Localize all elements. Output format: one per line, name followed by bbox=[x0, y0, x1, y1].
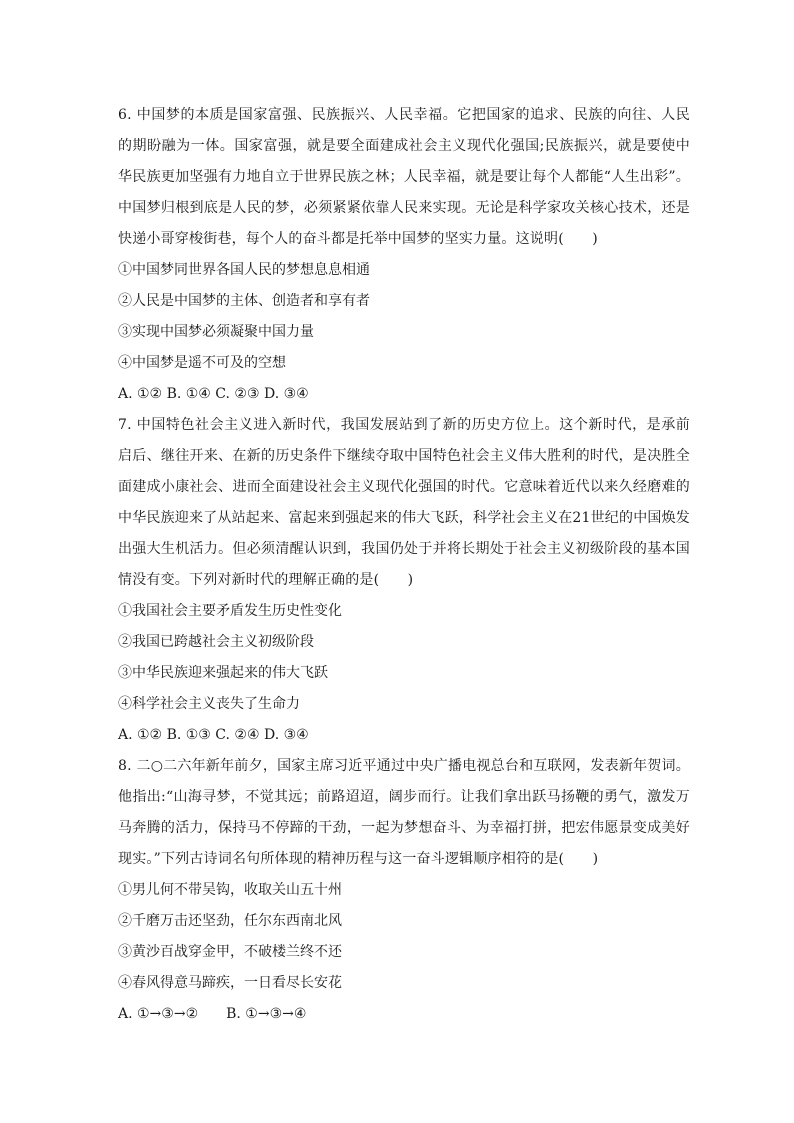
option-3: ③黄沙百战穿金甲，不破楼兰终不还 bbox=[118, 944, 342, 960]
answer-choices: A. ①② B. ①③ C. ②④ D. ③④ bbox=[118, 727, 309, 743]
option-3: ③实现中国梦必须凝聚中国力量 bbox=[118, 324, 314, 340]
question-6 bbox=[118, 100, 690, 410]
question-stem: 7. 中国特色社会主义进入新时代，我国发展站到了新的历史方位上。这个新时代，是承前启后、继往开来、在新的历史条件下继续夺取中国特色社会主义伟大胜利的时代，是决胜全面建成小康社会、进而全面建设社会主义现代化强国的时代。它意味着近代以来久经磨难的中华民族迎来了从站起来、富起来到强起来的伟大飞跃，科学社会主义在21世纪的中国焕发出强大生机活力。但必须清醒认识到，我国仍处于并将长期处于社会主义初级阶段的基本国情没有变。下列对新时代的理解正确的是( ) bbox=[118, 417, 691, 588]
question-8 bbox=[118, 751, 690, 1030]
answer-choices: A. ①② B. ①④ C. ②③ D. ③④ bbox=[118, 386, 309, 402]
option-4: ④春风得意马蹄疾，一日看尽长安花 bbox=[118, 975, 342, 991]
option-2: ②人民是中国梦的主体、创造者和享有者 bbox=[118, 293, 370, 309]
question-stem: 8. 二○二六年新年前夕，国家主席习近平通过中央广播电视总台和互联网，发表新年贺词。他指出:“山海寻梦，不觉其远；前路迢迢，阔步而行。让我们拿出跃马扬鞭的勇气，激发万马奔腾的活力，保持马不停蹄的干劲，一起为梦想奋斗、为幸福打拼，把宏伟愿景变成美好现实。”下列古诗词名句所体现的精神历程与这一奋斗逻辑顺序相符的是( ) bbox=[118, 758, 690, 867]
question-list bbox=[118, 100, 690, 1030]
question-stem: 6. 中国梦的本质是国家富强、民族振兴、人民幸福。它把国家的追求、民族的向往、人民的期盼融为一体。国家富强，就是要全面建成社会主义现代化强国;民族振兴，就是要使中华民族更加坚强有力地自立于世界民族之林；人民幸福，就是要让每个人都能“人生出彩”。中国梦归根到底是人民的梦，必须紧紧依靠人民来实现。无论是科学家攻关核心技术，还是快递小哥穿梭街巷，每个人的奋斗都是托举中国梦的坚实力量。这说明( ) bbox=[118, 107, 690, 247]
option-4: ④中国梦是遥不可及的空想 bbox=[118, 355, 286, 371]
question-7 bbox=[118, 410, 690, 751]
option-3: ③中华民族迎来强起来的伟大飞跃 bbox=[118, 665, 328, 681]
option-4: ④科学社会主义丧失了生命力 bbox=[118, 696, 300, 712]
option-1: ①男儿何不带吴钩，收取关山五十州 bbox=[118, 882, 342, 898]
option-1: ①中国梦同世界各国人民的梦想息息相通 bbox=[118, 262, 370, 278]
option-2: ②我国已跨越社会主义初级阶段 bbox=[118, 634, 314, 650]
option-1: ①我国社会主要矛盾发生历史性变化 bbox=[118, 603, 342, 619]
answer-choices: A. ①→③→② B. ①→③→④ bbox=[118, 1006, 307, 1022]
option-2: ②千磨万击还坚劲，任尔东西南北风 bbox=[118, 913, 342, 929]
